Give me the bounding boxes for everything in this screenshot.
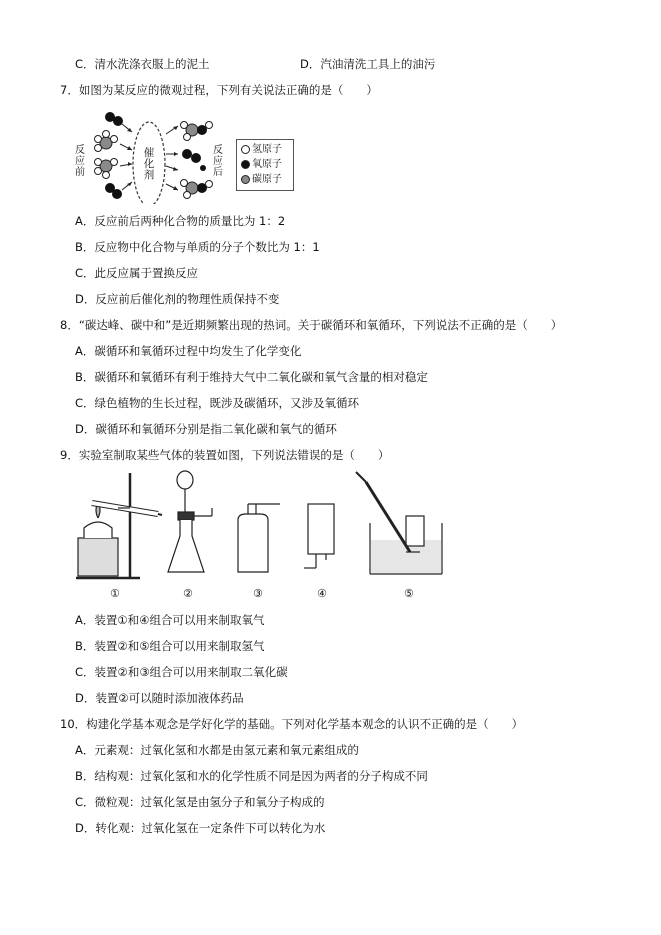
legend-carbon: 碳原子: [241, 174, 282, 186]
q10-option-d: D．转化观：过氧化氢在一定条件下可以转化为水: [75, 821, 326, 835]
apparatus-number-2: ②: [183, 587, 193, 600]
catalyst-label: 催 化 剂: [143, 147, 155, 181]
apparatus-number-5: ⑤: [404, 587, 414, 600]
q9-stem: 9．实验室制取某些气体的装置如图，下列说法错误的是（ ）: [60, 448, 390, 462]
q10-option-b: B．结构观：过氧化氢和水的化学性质不同是因为两者的分子构成不同: [75, 769, 428, 783]
q10-option-a: A．元素观：过氧化氢和水都是由氢元素和氧元素组成的: [75, 743, 359, 757]
before-label: 反 应 前: [75, 145, 85, 178]
option-d-prev: D．汽油清洗工具上的油污: [300, 57, 436, 71]
q9-option-c: C．装置②和③组合可以用来制取二氧化碳: [75, 665, 288, 679]
q10-stem: 10．构建化学基本观念是学好化学的基础。下列对化学基本观念的认识不正确的是（ ）: [60, 717, 524, 731]
option-c-prev: C．清水洗涤衣服上的泥土: [75, 57, 210, 71]
atom-legend: [236, 139, 294, 191]
q10-option-c: C．微粒观：过氧化氢是由氢分子和氧分子构成的: [75, 795, 325, 809]
q7-stem: 7．如图为某反应的微观过程，下列有关说法正确的是（ ）: [60, 83, 378, 97]
legend-hydrogen: 氢原子: [241, 144, 282, 156]
q7-option-a: A．反应前后两种化合物的质量比为 1：2: [75, 214, 286, 228]
carbon-atom-icon: [241, 175, 250, 184]
q9-option-b: B．装置②和⑤组合可以用来制取氢气: [75, 639, 265, 653]
q8-option-d: D．碳循环和氧循环分别是指二氧化碳和氧气的循环: [75, 422, 337, 436]
oxygen-atom-icon: [241, 160, 250, 169]
q7-option-c: C．此反应属于置换反应: [75, 266, 199, 280]
apparatus-drawing: [70, 468, 470, 583]
apparatus-number-1: ①: [110, 587, 120, 600]
hydrogen-atom-icon: [241, 145, 250, 154]
apparatus-number-3: ③: [253, 587, 263, 600]
legend-oxygen: 氧原子: [241, 159, 282, 171]
q9-apparatus-figure: [70, 468, 470, 583]
q8-option-c: C．绿色植物的生长过程，既涉及碳循环，又涉及氧循环: [75, 396, 360, 410]
apparatus-number-4: ④: [317, 587, 327, 600]
q8-stem: 8．“碳达峰、碳中和”是近期频繁出现的热词。关于碳循环和氧循环，下列说法不正确的是（ ）: [60, 318, 563, 332]
q8-option-a: A．碳循环和氧循环过程中均发生了化学变化: [75, 344, 302, 358]
q9-option-d: D．装置②可以随时添加液体药品: [75, 691, 244, 705]
q7-option-b: B．反应物中化合物与单质的分子个数比为 1：1: [75, 240, 320, 254]
q9-option-a: A．装置①和④组合可以用来制取氧气: [75, 613, 265, 627]
q7-option-d: D．反应前后催化剂的物理性质保持不变: [75, 292, 280, 306]
after-label: 反 应 后: [213, 145, 223, 178]
q8-option-b: B．碳循环和氧循环有利于维持大气中二氧化碳和氧气含量的相对稳定: [75, 370, 428, 384]
